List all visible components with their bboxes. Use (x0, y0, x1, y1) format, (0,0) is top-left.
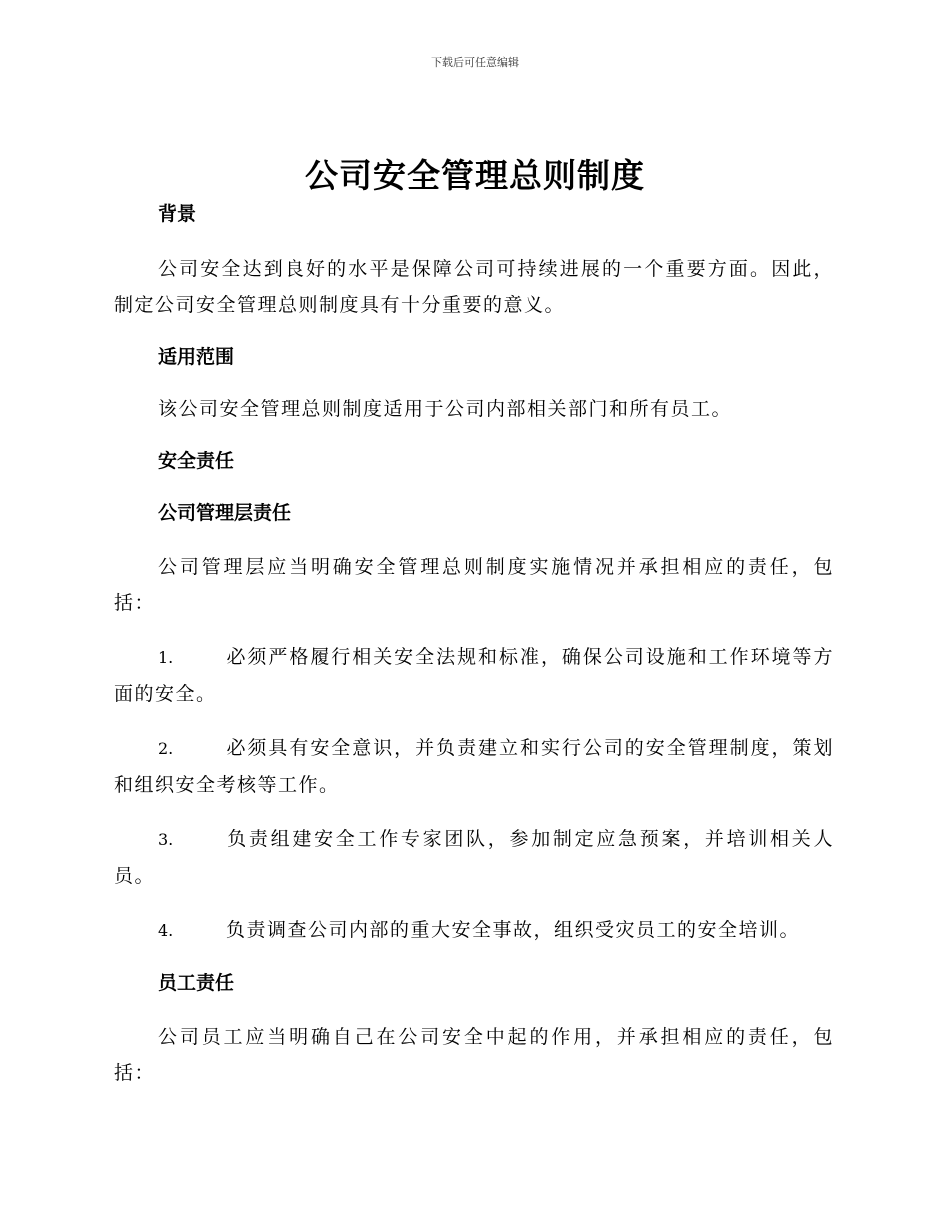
paragraph-scope: 该公司安全管理总则制度适用于公司内部相关部门和所有员工。 (158, 398, 733, 420)
section-heading-scope: 适用范围 (158, 346, 235, 368)
document-body (114, 198, 834, 1091)
list-number: 4. (158, 921, 174, 940)
section-heading-background: 背景 (158, 203, 197, 225)
list-text: 必须严格履行相关安全法规和标准，确保公司设施和工作环境等方面的安全。 (114, 646, 834, 705)
paragraph-management-intro: 公司管理层应当明确安全管理总则制度实施情况并承担相应的责任，包括： (114, 556, 834, 614)
header-note: 下载后可任意编辑 (431, 56, 519, 69)
document-title: 公司安全管理总则制度 (305, 156, 645, 195)
list-item (114, 912, 834, 949)
paragraph-staff-intro: 公司员工应当明确自己在公司安全中起的作用，并承担相应的责任，包括： (114, 1026, 834, 1084)
list-item (114, 730, 834, 803)
list-text: 必须具有安全意识，并负责建立和实行公司的安全管理制度，策划和组织安全考核等工作。 (114, 737, 834, 796)
section-heading-staff: 员工责任 (158, 972, 235, 994)
list-number: 3. (158, 830, 174, 849)
list-number: 1. (158, 648, 174, 667)
list-text: 负责组建安全工作专家团队，参加制定应急预案，并培训相关人员。 (114, 828, 834, 887)
paragraph-background: 公司安全达到良好的水平是保障公司可持续进展的一个重要方面。因此，制定公司安全管理总则制度具有十分重要的意义。 (114, 258, 834, 316)
section-heading-management: 公司管理层责任 (158, 502, 292, 524)
list-item (114, 821, 834, 894)
list-item (114, 639, 834, 712)
list-number: 2. (158, 739, 174, 758)
section-heading-responsibility: 安全责任 (158, 450, 235, 472)
list-text: 负责调查公司内部的重大安全事故，组织受灾员工的安全培训。 (226, 919, 801, 941)
